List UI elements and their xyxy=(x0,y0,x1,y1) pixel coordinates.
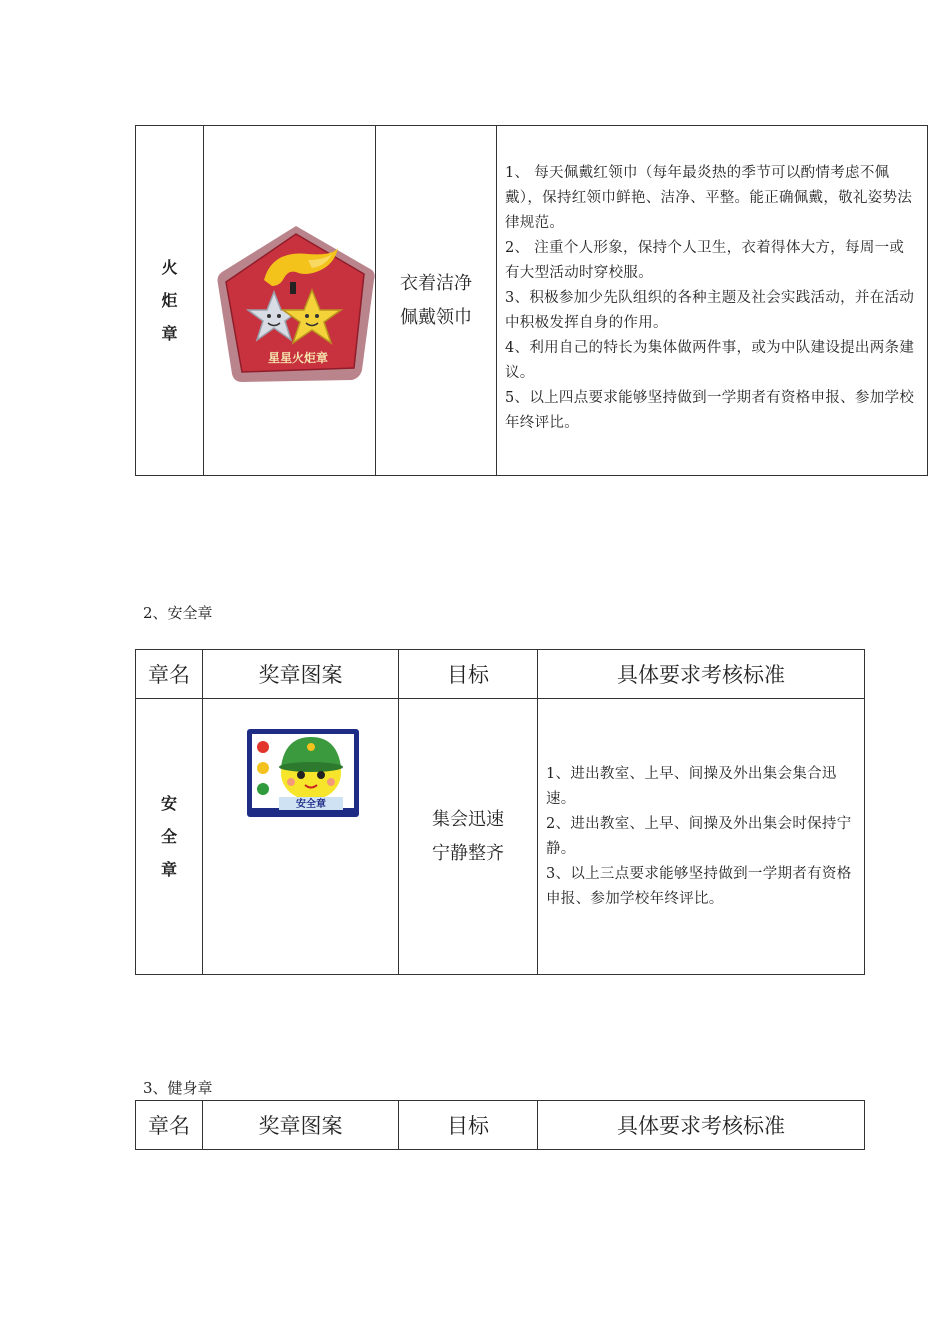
torch-requirement-3: 3、积极参加少先队组织的各种主题及社会实践活动，并在活动中积极发挥自身的作用。 xyxy=(505,290,915,331)
torch-name-char-3: 章 xyxy=(161,324,178,343)
torch-goal-line-2: 佩戴领巾 xyxy=(400,306,472,328)
torch-badge-text: 星星火炬章 xyxy=(267,350,328,365)
torch-badge-image xyxy=(212,220,380,390)
torch-requirement-1: 1、 每天佩戴红领巾（每年最炎热的季节可以酌情考虑不佩戴），保持红领巾鲜艳、洁净、平整。能正确佩戴，敬礼姿势法律规范。 xyxy=(505,165,913,231)
torch-name-char-1: 火 xyxy=(161,258,178,277)
safety-badge-requirements xyxy=(538,699,865,975)
torch-badge-goal xyxy=(376,126,497,476)
header-badge-name: 章名 xyxy=(136,650,203,699)
header-badge-pattern: 奖章图案 xyxy=(203,650,399,699)
header-requirements: 具体要求考核标准 xyxy=(538,1101,865,1150)
safety-name-char-2: 全 xyxy=(160,827,177,846)
safety-name-char-1: 安 xyxy=(160,794,177,813)
safety-badge-name xyxy=(136,699,203,975)
header-requirements: 具体要求考核标准 xyxy=(538,650,865,699)
fitness-badge-table xyxy=(135,1100,865,1150)
torch-badge-requirements xyxy=(497,126,928,476)
header-goal: 目标 xyxy=(399,1101,538,1150)
safety-badge-image xyxy=(245,727,361,819)
header-badge-name: 章名 xyxy=(136,1101,203,1150)
torch-requirement-2: 2、 注重个人形象，保持个人卫生，衣着得体大方，每周一或有大型活动时穿校服。 xyxy=(505,240,905,281)
torch-badge-name xyxy=(136,126,204,476)
safety-requirement-2: 2、进出教室、上早、间操及外出集会时保持宁静。 xyxy=(546,816,852,857)
safety-badge-goal xyxy=(399,699,538,975)
safety-section-label: 2、安全章 xyxy=(143,604,213,622)
safety-requirement-3: 3、以上三点要求能够坚持做到一学期者有资格申报、参加学校年终评比。 xyxy=(546,866,852,907)
safety-badge-text: 安全章 xyxy=(296,799,326,810)
safety-goal-line-1: 集会迅速 xyxy=(432,808,504,830)
safety-name-char-3: 章 xyxy=(160,860,177,879)
fitness-section-label: 3、健身章 xyxy=(143,1079,213,1097)
torch-requirement-4: 4、利用自己的特长为集体做两件事，或为中队建设提出两条建议。 xyxy=(505,340,915,381)
safety-header-row xyxy=(136,650,865,699)
safety-requirement-1: 1、进出教室、上早、间操及外出集会集合迅速。 xyxy=(546,766,837,807)
safety-badge-image-cell xyxy=(203,699,399,975)
torch-requirement-5: 5、以上四点要求能够坚持做到一学期者有资格申报、参加学校年终评比。 xyxy=(505,390,915,431)
safety-goal-line-2: 宁静整齐 xyxy=(432,842,504,864)
header-goal: 目标 xyxy=(399,650,538,699)
safety-badge-table xyxy=(135,649,865,975)
torch-badge-table xyxy=(135,125,928,476)
torch-badge-image-cell xyxy=(204,126,376,476)
torch-goal-line-1: 衣着洁净 xyxy=(400,272,472,294)
header-badge-pattern: 奖章图案 xyxy=(203,1101,399,1150)
fitness-header-row xyxy=(136,1101,865,1150)
torch-name-char-2: 炬 xyxy=(161,291,178,310)
